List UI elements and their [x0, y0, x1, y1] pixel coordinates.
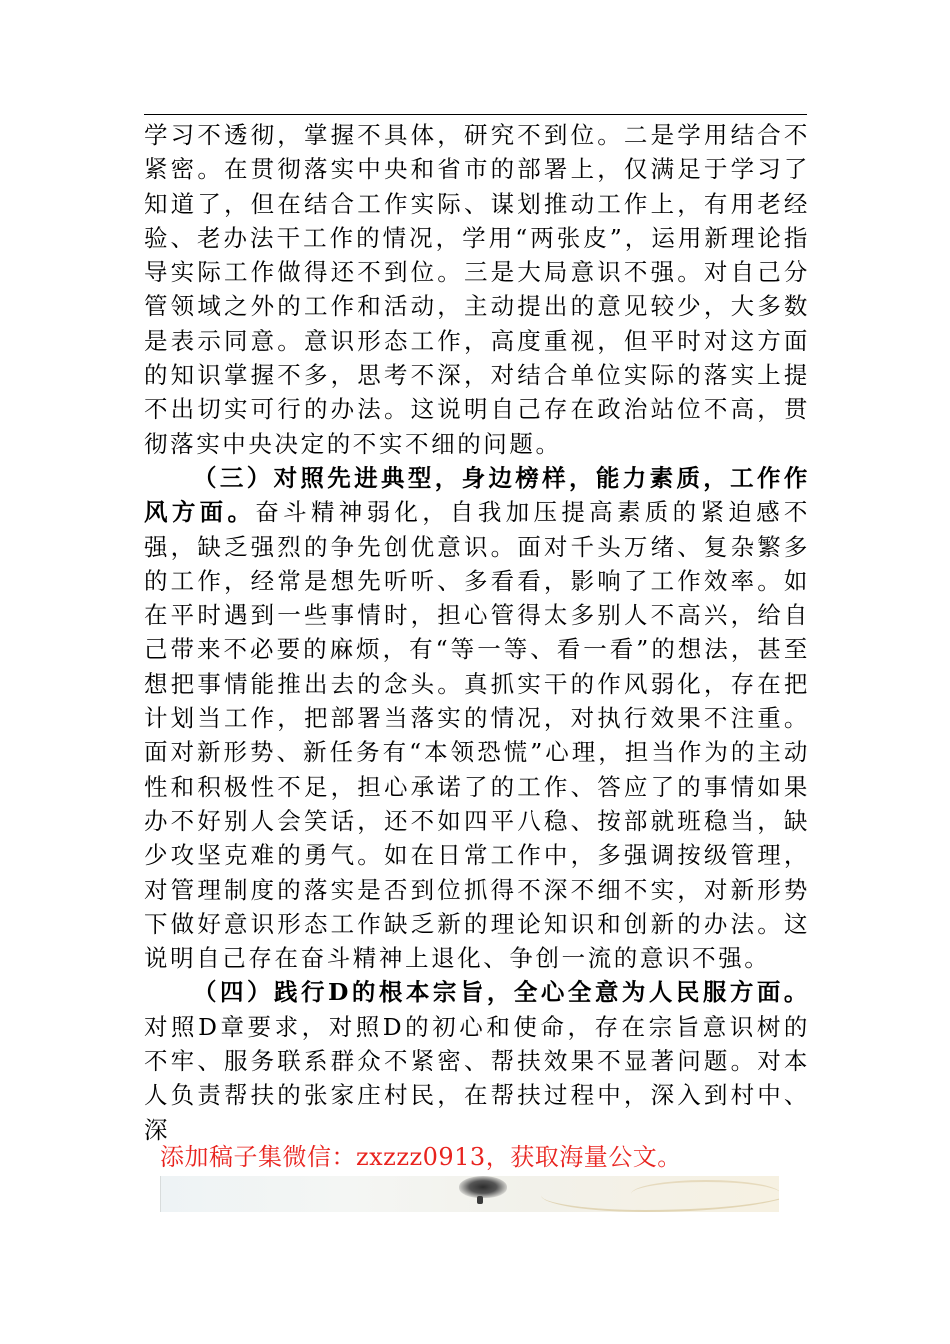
section-heading-3: （三）对照先进典型，身边榜样，能力素质，工作作风方面。 — [144, 463, 810, 527]
paragraph-1 — [144, 118, 810, 461]
paragraph-2-text: 奋斗精神弱化，自我加压提高素质的紧迫感不强，缺乏强烈的争先创优意识。面对千头万绪、复杂繁多的工作，经常是想先听听、多看看，影响了工作效率。如在平时遇到一些事情时，担心管得太多别人不高兴，给自己带来不必要的麻烦，有“等一等、看一看”的想法，甚至想把事情能推出去的念头。真抓实干的作风弱化，存在把计划当工作，把部署当落实的情况，对执行效果不注重。面对新形势、新任务有“本领恐慌”心理，担当作为的主动性和积极性不足，担心承诺了的工作、答应了的事情如果办不好别人会笑话，还不如四平八稳、按部就班稳当，缺少攻坚克难的勇气。如在日常工作中，多强调按级管理，对管理制度的落实是否到位抓得不深不细不实，对新形势下做好意识形态工作缺乏新的理论知识和创新的办法。这说明自己存在奋斗精神上退化、争创一流的意识不强。 — [144, 498, 811, 973]
promo-notice: 添加稿子集微信：zxzzz0913，获取海量公文。 — [160, 1143, 682, 1171]
paragraph-3-text: 对照D章要求，对照D的初心和使命，存在宗旨意识树的不牢、服务联系群众不紧密、帮扶效果不显著问题。对本人负责帮扶的张家庄村民，在帮扶过程中，深入到村中、深 — [144, 1012, 810, 1144]
paragraph-1-text: 学习不透彻，掌握不具体，研究不到位。二是学用结合不紧密。在贯彻落实中央和省市的部署上，仅满足于学习了知道了，但在结合工作实际、谋划推动工作上，有用老经验、老办法干工作的情况，学用“两张皮”，运用新理论指导实际工作做得还不到位。三是大局意识不强。对自己分管领域之外的工作和活动，主动提出的意见较少，大多数是表示同意。意识形态工作，高度重视，但平时对这方面的知识掌握不多，思考不深，对结合单位实际的落实上提不出切实可行的办法。这说明自己存在政治站位不高，贯彻落实中央决定的不实不细的问题。 — [144, 121, 810, 458]
decorative-banner-image — [160, 1176, 779, 1212]
ink-drip-icon — [477, 1196, 483, 1204]
header-rule — [144, 114, 807, 115]
paragraph-3 — [144, 975, 810, 1146]
paragraph-2 — [144, 461, 810, 975]
section-heading-4: （四）践行D的根本宗旨，全心全意为人民服方面。 — [193, 978, 810, 1007]
ink-splash-icon — [459, 1176, 507, 1198]
wave-curve-icon — [631, 1180, 779, 1208]
document-body — [144, 118, 810, 1147]
